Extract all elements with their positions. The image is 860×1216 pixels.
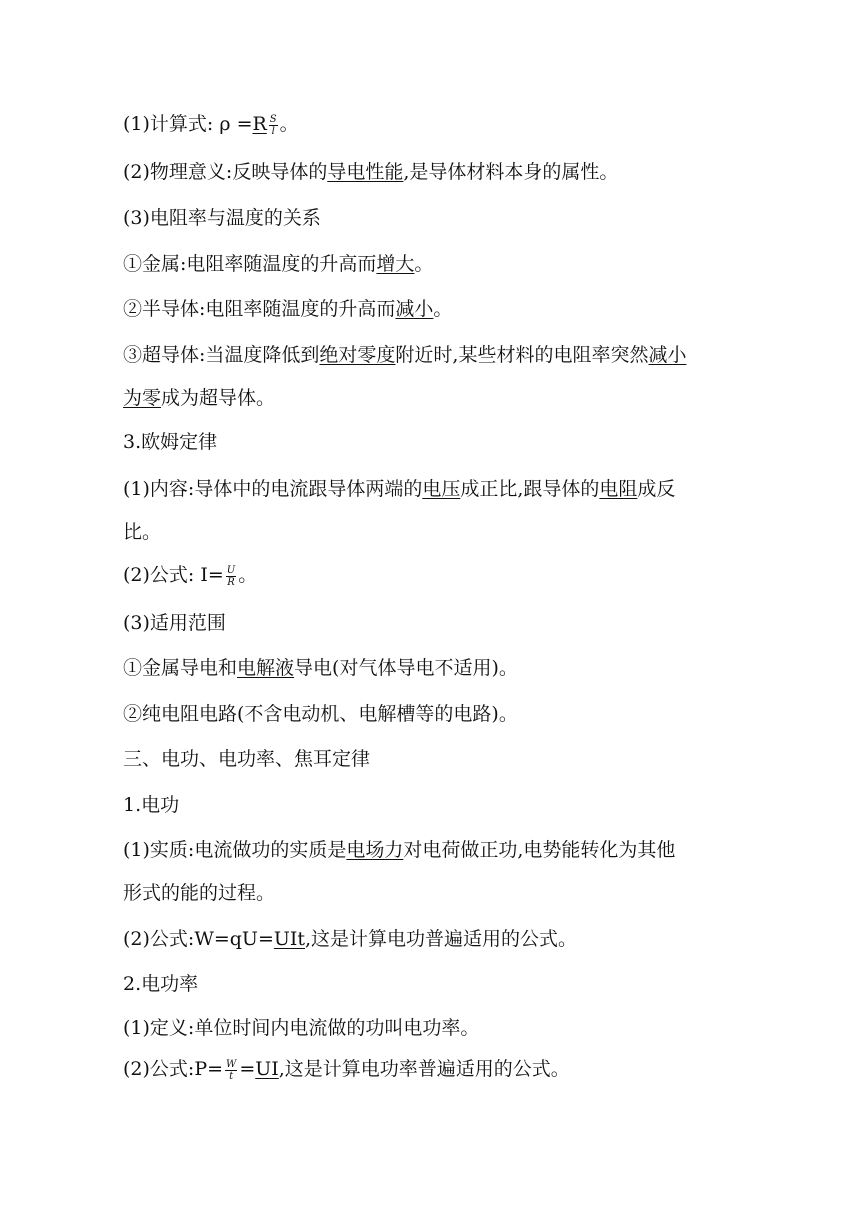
text-segment: 成正比,跟导体的 [460,478,600,500]
blank-answer: 电场力 [346,839,404,861]
fraction [226,565,236,588]
text-segment: (2)公式: I= [123,564,224,586]
text-segment: ,是导体材料本身的属性。 [403,161,619,183]
ohms-law-formula [123,563,257,588]
electric-power-formula [123,1057,570,1082]
text-segment: 3.欧姆定律 [123,431,218,453]
scope-item-1 [123,656,518,680]
electric-work-heading [123,793,179,817]
ohms-law-content-1 [123,477,675,501]
text-segment: 导电(对气体导电不适用)。 [294,657,518,679]
text-segment: = [239,1058,256,1080]
ohms-law-heading [123,430,217,454]
fraction-numerator: U [226,564,236,576]
blank-answer: 增大 [376,253,415,275]
fraction [269,114,278,137]
text-segment: ③超导体:当温度降低到 [123,344,320,366]
text-segment: 。 [414,253,434,275]
blank-answer: 为零 [123,387,162,409]
resistivity-temperature-heading [123,206,321,230]
fraction-denominator: l [271,125,275,137]
semiconductor-resistivity [123,297,452,321]
blank-answer: UIt [273,928,306,950]
text-segment: 成为超导体。 [161,387,276,409]
blank-answer: 电压 [422,478,461,500]
electric-work-essence-2 [123,881,275,905]
text-segment: ②半导体:电阻率随温度的升高而 [123,298,396,320]
text-segment: 比。 [123,521,162,543]
section-3-heading [123,747,370,771]
electric-power-definition [123,1016,479,1040]
metal-resistivity [123,252,433,276]
text-segment: (2)公式:P= [123,1058,224,1080]
electric-work-essence-1 [123,838,675,862]
text-segment: ①金属:电阻率随温度的升高而 [123,253,377,275]
superconductor-line-2 [123,386,275,410]
scope-item-2 [123,702,518,726]
electric-power-heading [123,972,198,996]
fraction-denominator: t [229,1070,234,1082]
fraction-numerator: W [226,1058,237,1070]
text-segment: 。 [238,564,258,586]
blank-answer: 减小 [395,298,434,320]
ohms-law-content-2 [123,520,161,544]
text-segment: 。 [279,113,299,135]
text-segment: ①金属导电和 [123,657,238,679]
fraction [225,1059,237,1082]
blank-answer: 电解液 [237,657,295,679]
text-segment: 三、电功、电功率、焦耳定律 [123,748,371,770]
text-segment: 1.电功 [123,794,180,816]
fraction-denominator: R [227,576,235,588]
text-segment: (2)公式:W=qU= [123,928,274,950]
text-segment: 形式的能的过程。 [123,882,276,904]
physical-meaning [123,160,618,184]
blank-answer: 电阻 [599,478,638,500]
superconductor-line-1 [123,343,686,367]
text-segment: 。 [433,298,453,320]
blank-answer: 减小 [648,344,687,366]
text-segment: ,这是计算电功普遍适用的公式。 [305,928,578,950]
text-segment: (2)物理意义:反映导体的 [123,161,328,183]
electric-work-formula [123,927,577,951]
text-segment: 对电荷做正功,电势能转化为其他 [403,839,676,861]
resistivity-formula [123,112,299,137]
blank-answer: 导电性能 [327,161,404,183]
text-segment: (3)电阻率与温度的关系 [123,207,321,229]
text-segment: (1)内容:导体中的电流跟导体两端的 [123,478,423,500]
text-segment: (1)定义:单位时间内电流做的功叫电功率。 [123,1017,480,1039]
text-segment: ,这是计算电功率普遍适用的公式。 [278,1058,570,1080]
blank-answer: UI [255,1058,279,1080]
text-segment: 2.电功率 [123,973,199,995]
text-segment: (1)计算式: ρ = [123,113,253,135]
fraction-numerator: S [269,113,277,125]
text-segment: 附近时,某些材料的电阻率突然 [395,344,649,366]
blank-answer: 绝对零度 [319,344,396,366]
scope-heading [123,611,226,635]
text-segment: (1)实质:电流做功的实质是 [123,839,347,861]
text-segment: (3)适用范围 [123,612,226,634]
text-segment: ②纯电阻电路(不含电动机、电解槽等的电路)。 [123,703,518,725]
blank-answer: R [252,113,267,135]
text-segment: 成反 [637,478,676,500]
